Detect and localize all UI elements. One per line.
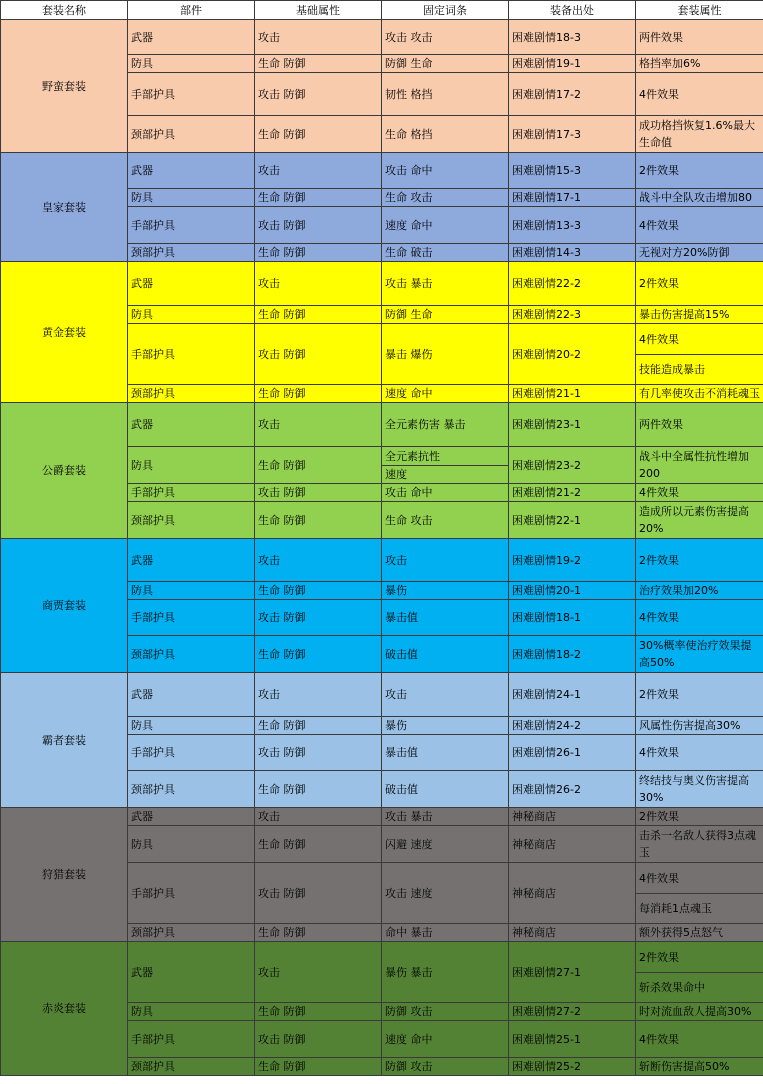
base-attributes-cell: 攻击 (255, 539, 382, 582)
base-attributes-cell: 攻击 防御 (255, 600, 382, 636)
part-cell: 手部护具 (128, 73, 255, 116)
part-cell: 颈部护具 (128, 385, 255, 403)
base-attributes-cell: 生命 防御 (255, 717, 382, 735)
set-bonus-cell: 30%概率使治疗效果提高50% (636, 636, 763, 673)
source-cell: 困难剧情27-1 (509, 942, 636, 1003)
fixed-affixes-cell: 命中 暴击 (382, 924, 509, 942)
source-cell: 困难剧情17-2 (509, 73, 636, 116)
set-bonus-cell: 两件效果 (636, 20, 763, 55)
set-bonus-cell: 无视对方20%防御 (636, 244, 763, 262)
set-bonus-cell: 战斗中全属性抗性增加200 (636, 447, 763, 484)
set-bonus-cell: 4件效果 (636, 484, 763, 502)
base-attributes-cell: 攻击 防御 (255, 73, 382, 116)
fixed-affixes-cell: 攻击 命中 (382, 153, 509, 189)
set-bonus-cell: 2件效果 (636, 808, 763, 826)
part-cell: 颈部护具 (128, 636, 255, 673)
set-bonus-cell-line: 每消耗1点魂玉 (636, 893, 763, 923)
fixed-affixes-cell: 生命 破击 (382, 244, 509, 262)
fixed-affixes-cell: 攻击 攻击 (382, 20, 509, 55)
table-row (1, 808, 763, 826)
source-cell: 困难剧情27-2 (509, 1003, 636, 1021)
fixed-affixes-cell: 闪避 速度 (382, 826, 509, 863)
set-bonus-cell (636, 942, 763, 1003)
part-cell: 武器 (128, 942, 255, 1003)
base-attributes-cell: 攻击 (255, 673, 382, 717)
part-cell: 颈部护具 (128, 116, 255, 153)
fixed-affixes-cell-line: 速度 (382, 465, 508, 483)
source-cell: 困难剧情19-2 (509, 539, 636, 582)
fixed-affixes-cell: 速度 命中 (382, 385, 509, 403)
set-bonus-cell: 4件效果 (636, 600, 763, 636)
table-row (1, 539, 763, 582)
set-bonus-cell: 4件效果 (636, 73, 763, 116)
fixed-affixes-cell: 破击值 (382, 636, 509, 673)
fixed-affixes-cell: 暴伤 (382, 717, 509, 735)
table-body (1, 20, 763, 1076)
base-attributes-cell: 攻击 (255, 808, 382, 826)
base-attributes-cell: 生命 防御 (255, 502, 382, 539)
base-attributes-cell: 攻击 (255, 262, 382, 306)
set-bonus-cell: 4件效果 (636, 735, 763, 771)
base-attributes-cell: 生命 防御 (255, 189, 382, 207)
header-row (1, 1, 763, 20)
fixed-affixes-cell: 防御 生命 (382, 306, 509, 324)
base-attributes-cell: 生命 防御 (255, 55, 382, 73)
base-attributes-cell: 生命 防御 (255, 582, 382, 600)
source-cell: 神秘商店 (509, 808, 636, 826)
fixed-affixes-cell: 防御 生命 (382, 55, 509, 73)
part-cell: 武器 (128, 539, 255, 582)
base-attributes-cell: 生命 防御 (255, 1058, 382, 1076)
set-bonus-cell: 4件效果 (636, 1021, 763, 1058)
header-base-attributes: 基础属性 (255, 1, 382, 20)
base-attributes-cell: 攻击 防御 (255, 863, 382, 924)
set-name-cell: 赤炎套装 (1, 942, 128, 1076)
part-cell: 颈部护具 (128, 924, 255, 942)
fixed-affixes-cell: 攻击 (382, 539, 509, 582)
part-cell: 防具 (128, 717, 255, 735)
set-bonus-cell: 成功格挡恢复1.6%最大生命值 (636, 116, 763, 153)
set-name-cell: 黄金套装 (1, 262, 128, 403)
fixed-affixes-cell: 攻击 速度 (382, 863, 509, 924)
fixed-affixes-cell: 暴击 爆伤 (382, 324, 509, 385)
set-bonus-cell (636, 863, 763, 924)
set-bonus-cell-line: 4件效果 (639, 332, 679, 346)
fixed-affixes-cell: 生命 攻击 (382, 502, 509, 539)
source-cell: 困难剧情20-1 (509, 582, 636, 600)
fixed-affixes-cell: 速度 命中 (382, 1021, 509, 1058)
base-attributes-cell: 攻击 防御 (255, 1021, 382, 1058)
set-bonus-cell: 斩断伤害提高50% (636, 1058, 763, 1076)
set-name-cell: 霸者套装 (1, 673, 128, 808)
set-name-cell: 商贾套装 (1, 539, 128, 673)
base-attributes-cell: 生命 防御 (255, 771, 382, 808)
source-cell: 神秘商店 (509, 826, 636, 863)
set-name-cell: 公爵套装 (1, 403, 128, 539)
fixed-affixes-cell: 攻击 暴击 (382, 262, 509, 306)
base-attributes-cell: 生命 防御 (255, 924, 382, 942)
fixed-affixes-cell: 暴伤 暴击 (382, 942, 509, 1003)
table-row (1, 20, 763, 55)
source-cell: 困难剧情18-3 (509, 20, 636, 55)
part-cell: 手部护具 (128, 863, 255, 924)
fixed-affixes-cell: 攻击 命中 (382, 484, 509, 502)
source-cell: 困难剧情26-1 (509, 735, 636, 771)
base-attributes-cell: 攻击 (255, 942, 382, 1003)
source-cell: 困难剧情19-1 (509, 55, 636, 73)
part-cell: 武器 (128, 673, 255, 717)
table-row (1, 153, 763, 189)
source-cell: 困难剧情15-3 (509, 153, 636, 189)
set-name-cell: 野蛮套装 (1, 20, 128, 153)
base-attributes-cell: 攻击 防御 (255, 324, 382, 385)
part-cell: 防具 (128, 55, 255, 73)
fixed-affixes-cell: 防御 攻击 (382, 1003, 509, 1021)
source-cell: 困难剧情25-1 (509, 1021, 636, 1058)
part-cell: 手部护具 (128, 600, 255, 636)
part-cell: 防具 (128, 189, 255, 207)
part-cell: 武器 (128, 808, 255, 826)
base-attributes-cell: 攻击 (255, 153, 382, 189)
set-bonus-cell: 2件效果 (636, 673, 763, 717)
source-cell: 困难剧情25-2 (509, 1058, 636, 1076)
source-cell: 困难剧情22-3 (509, 306, 636, 324)
base-attributes-cell: 生命 防御 (255, 1003, 382, 1021)
source-cell: 神秘商店 (509, 924, 636, 942)
header-part: 部件 (128, 1, 255, 20)
set-bonus-cell: 风属性伤害提高30% (636, 717, 763, 735)
set-bonus-cell: 时对流血敌人提高30% (636, 1003, 763, 1021)
set-bonus-cell: 造成所以元素伤害提高20% (636, 502, 763, 539)
source-cell: 困难剧情24-1 (509, 673, 636, 717)
source-cell: 困难剧情22-2 (509, 262, 636, 306)
source-cell: 困难剧情23-1 (509, 403, 636, 447)
base-attributes-cell: 攻击 防御 (255, 735, 382, 771)
source-cell: 困难剧情23-2 (509, 447, 636, 484)
source-cell: 困难剧情18-1 (509, 600, 636, 636)
fixed-affixes-cell: 暴伤 (382, 582, 509, 600)
fixed-affixes-cell: 破击值 (382, 771, 509, 808)
part-cell: 武器 (128, 20, 255, 55)
part-cell: 手部护具 (128, 484, 255, 502)
part-cell: 颈部护具 (128, 244, 255, 262)
set-bonus-cell: 4件效果 (636, 207, 763, 244)
part-cell: 防具 (128, 1003, 255, 1021)
source-cell: 困难剧情26-2 (509, 771, 636, 808)
set-bonus-cell-line: 斩杀效果命中 (636, 972, 763, 1002)
source-cell: 困难剧情21-2 (509, 484, 636, 502)
header-set-name: 套装名称 (1, 1, 128, 20)
base-attributes-cell: 生命 防御 (255, 636, 382, 673)
source-cell: 困难剧情20-2 (509, 324, 636, 385)
set-bonus-cell: 击杀一名敌人获得3点魂玉 (636, 826, 763, 863)
base-attributes-cell: 生命 防御 (255, 116, 382, 153)
fixed-affixes-cell: 生命 攻击 (382, 189, 509, 207)
part-cell: 颈部护具 (128, 771, 255, 808)
table-row (1, 942, 763, 1003)
part-cell: 手部护具 (128, 1021, 255, 1058)
set-bonus-cell: 有几率使攻击不消耗魂玉 (636, 385, 763, 403)
set-bonus-cell: 格挡率加6% (636, 55, 763, 73)
base-attributes-cell: 生命 防御 (255, 826, 382, 863)
set-name-cell: 狩猎套装 (1, 808, 128, 942)
part-cell: 武器 (128, 153, 255, 189)
fixed-affixes-cell: 攻击 暴击 (382, 808, 509, 826)
part-cell: 防具 (128, 306, 255, 324)
table-row (1, 262, 763, 306)
base-attributes-cell: 生命 防御 (255, 447, 382, 484)
part-cell: 手部护具 (128, 324, 255, 385)
header-fixed-affixes: 固定词条 (382, 1, 509, 20)
part-cell: 颈部护具 (128, 502, 255, 539)
source-cell: 困难剧情14-3 (509, 244, 636, 262)
source-cell: 困难剧情24-2 (509, 717, 636, 735)
base-attributes-cell: 生命 防御 (255, 244, 382, 262)
set-bonus-cell-line: 2件效果 (639, 950, 679, 964)
set-bonus-cell-line: 4件效果 (639, 871, 679, 885)
fixed-affixes-cell: 防御 攻击 (382, 1058, 509, 1076)
set-bonus-cell: 战斗中全队攻击增加80 (636, 189, 763, 207)
source-cell: 困难剧情17-1 (509, 189, 636, 207)
part-cell: 防具 (128, 447, 255, 484)
fixed-affixes-cell (382, 447, 509, 484)
fixed-affixes-cell-line: 全元素抗性 (385, 449, 440, 463)
base-attributes-cell: 生命 防御 (255, 306, 382, 324)
part-cell: 手部护具 (128, 735, 255, 771)
part-cell: 手部护具 (128, 207, 255, 244)
part-cell: 武器 (128, 403, 255, 447)
set-bonus-cell: 暴击伤害提高15% (636, 306, 763, 324)
set-bonus-cell (636, 324, 763, 385)
source-cell: 困难剧情21-1 (509, 385, 636, 403)
set-bonus-cell: 治疗效果加20% (636, 582, 763, 600)
table-row (1, 673, 763, 717)
source-cell: 困难剧情17-3 (509, 116, 636, 153)
fixed-affixes-cell: 暴击值 (382, 735, 509, 771)
source-cell: 困难剧情22-1 (509, 502, 636, 539)
set-bonus-cell: 2件效果 (636, 262, 763, 306)
source-cell: 困难剧情18-2 (509, 636, 636, 673)
base-attributes-cell: 攻击 防御 (255, 484, 382, 502)
set-bonus-cell-line: 技能造成暴击 (636, 354, 763, 384)
base-attributes-cell: 攻击 防御 (255, 207, 382, 244)
header-set-bonus: 套装属性 (636, 1, 763, 20)
fixed-affixes-cell: 暴击值 (382, 600, 509, 636)
part-cell: 颈部护具 (128, 1058, 255, 1076)
table-row (1, 403, 763, 447)
set-name-cell: 皇家套装 (1, 153, 128, 262)
base-attributes-cell: 生命 防御 (255, 385, 382, 403)
base-attributes-cell: 攻击 (255, 403, 382, 447)
set-bonus-cell: 2件效果 (636, 153, 763, 189)
part-cell: 武器 (128, 262, 255, 306)
base-attributes-cell: 攻击 (255, 20, 382, 55)
set-bonus-cell: 终结技与奥义伤害提高30% (636, 771, 763, 808)
set-bonus-cell: 两件效果 (636, 403, 763, 447)
header-source: 装备出处 (509, 1, 636, 20)
set-bonus-cell: 2件效果 (636, 539, 763, 582)
part-cell: 防具 (128, 582, 255, 600)
part-cell: 防具 (128, 826, 255, 863)
source-cell: 困难剧情13-3 (509, 207, 636, 244)
fixed-affixes-cell: 速度 命中 (382, 207, 509, 244)
fixed-affixes-cell: 全元素伤害 暴击 (382, 403, 509, 447)
fixed-affixes-cell: 韧性 格挡 (382, 73, 509, 116)
fixed-affixes-cell: 生命 格挡 (382, 116, 509, 153)
source-cell: 神秘商店 (509, 863, 636, 924)
fixed-affixes-cell: 攻击 (382, 673, 509, 717)
set-bonus-cell: 额外获得5点怒气 (636, 924, 763, 942)
